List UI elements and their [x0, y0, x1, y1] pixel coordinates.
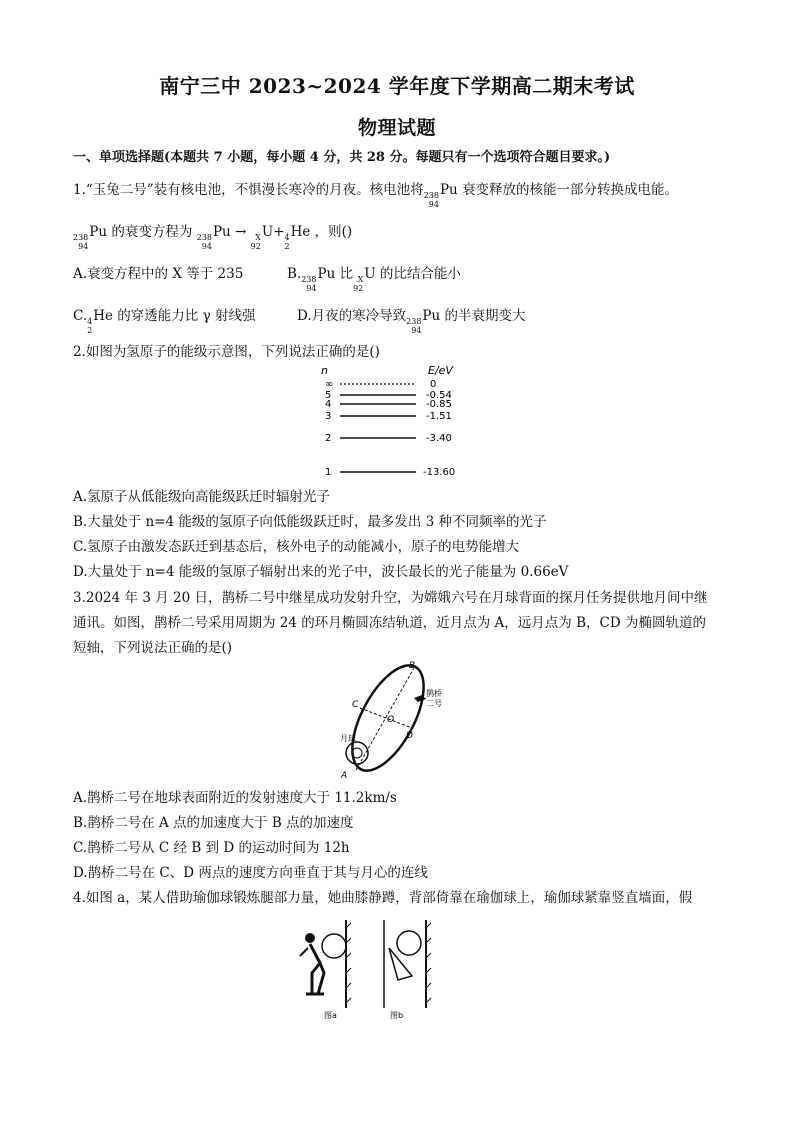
n-axis-label: n — [321, 364, 328, 377]
q1-text: Pu 衰变释放的核能一部分转换成电能。 — [439, 182, 679, 198]
q3-line3: 短轴，下列说法正确的是() — [73, 640, 233, 656]
label-moon: 月球 — [340, 734, 356, 743]
moon-circle — [346, 742, 368, 764]
label-d: D — [406, 731, 413, 741]
q3-option-b: B.鹊桥二号在 A 点的加速度大于 B 点的加速度 — [73, 815, 354, 831]
level-e-label: -13.60 — [423, 467, 456, 478]
yoga-ball-a — [322, 934, 346, 958]
q3-line2: 通讯。如图，鹊桥二号采用周期为 24 的环月椭圆冻结轨道，近月点为 A，远月点为 B，CD 为椭圆轨道的 — [73, 615, 706, 631]
label-sat-line2: 二号 — [426, 699, 442, 708]
q3-option-a: A.鹊桥二号在地球表面附近的发射速度大于 11.2km/s — [73, 790, 397, 806]
level-e-label: -0.85 — [426, 399, 452, 410]
q1-text: 1.“玉兔二号”装有核电池，不惧漫长寒冷的月夜。核电池将 — [73, 182, 424, 198]
q1-option-a: A.衰变方程中的 X 等于 235 — [73, 266, 244, 282]
q4-line1: 4.如图 a，某人借助瑜伽球锻炼腿部力量，她曲膝静蹲，背部倚靠在瑜伽球上，瑜伽球紧靠竖直墙面，假 — [73, 890, 693, 906]
q1-option-c: C. 4 2 He 的穿透能力比 γ 射线强 — [73, 308, 256, 335]
q2-option-d: D.大量处于 n=4 能级的氢原子辐射出来的光子中，波长最长的光子能量为 0.66eV — [73, 564, 569, 580]
figure-a-label: 图a — [324, 1011, 337, 1020]
q3-option-d: D.鹊桥二号在 C、D 两点的速度方向垂直于其与月心的连线 — [73, 865, 428, 881]
level-n-label: 1 — [325, 467, 332, 478]
orbit-diagram — [334, 658, 454, 780]
pu-nuclide: 238 94 — [423, 191, 439, 209]
q2-option-c: C.氢原子由激发态跃迁到基态后，核外电子的动能减小，原子的电势能增大 — [73, 539, 520, 555]
level-n-label: 2 — [325, 433, 332, 444]
figure-b-label: 图b — [390, 1011, 404, 1020]
energy-axis-label: E/eV — [428, 364, 453, 377]
level-e-label: -3.40 — [426, 433, 452, 444]
pu-nuclide: 238 94 — [196, 233, 212, 251]
label-o: O — [387, 715, 395, 725]
exam-title: 南宁三中 2023~2024 学年度下学期高二期末考试 — [159, 74, 635, 98]
energy-level-diagram — [318, 362, 478, 482]
level-e-label: -0.54 — [426, 390, 452, 401]
pu-nuclide: 238 94 — [73, 233, 89, 251]
exam-subject: 物理试题 — [357, 117, 436, 139]
yoga-ball-b — [397, 931, 421, 955]
level-n-label: 4 — [325, 399, 332, 410]
yoga-ball-figures — [294, 918, 434, 1023]
satellite-icon — [414, 695, 426, 702]
level-e-label: -1.51 — [426, 411, 452, 422]
level-n-label: 3 — [325, 411, 332, 422]
level-n-label: ∞ — [325, 379, 334, 390]
label-a: A — [341, 771, 348, 780]
q1-line2: 238 94 Pu 的衰变方程为 238 94 Pu → X 92 U+ 4 2 He ，则() — [73, 224, 353, 251]
u-nuclide: X 92 — [250, 233, 261, 251]
q3-line1: 3.2024 年 3 月 20 日，鹊桥二号中继星成功发射升空，为嫦娥六号在月球背面的探月任务提供地月间中继 — [73, 590, 708, 606]
label-sat-line1: 鹊桥 — [426, 689, 442, 698]
level-n-label: 5 — [325, 390, 332, 401]
level-e-label: 0 — [430, 379, 437, 390]
person-head — [305, 933, 315, 943]
major-axis-ab — [356, 668, 414, 770]
q1-option-b: B. 238 94 Pu 比 X 92 U 的比结合能小 — [287, 266, 461, 293]
q3-option-c: C.鹊桥二号从 C 经 B 到 D 的运动时间为 12h — [73, 840, 350, 856]
person-arm — [300, 948, 308, 956]
label-c: C — [352, 700, 359, 710]
q1-line1 — [73, 180, 678, 209]
force-triangle — [389, 948, 412, 980]
q2-stem: 2.如图为氢原子的能级示意图，下列说法正确的是() — [73, 344, 380, 360]
q2-option-a: A.氢原子从低能级向高能级跃迁时辐射光子 — [73, 489, 331, 505]
q2-option-b: B.大量处于 n=4 能级的氢原子向低能级跃迁时，最多发出 3 种不同频率的光子 — [73, 514, 547, 530]
he-nuclide: 4 2 — [284, 233, 290, 251]
q1-option-d: D.月夜的寒冷导致 238 94 Pu 的半衰期变大 — [297, 308, 526, 335]
section-heading: 一、单项选择题(本题共 7 小题，每小题 4 分，共 28 分。每题只有一个选项符合题目要求。) — [73, 150, 611, 165]
label-b: B — [409, 661, 416, 671]
person-body — [306, 944, 324, 994]
